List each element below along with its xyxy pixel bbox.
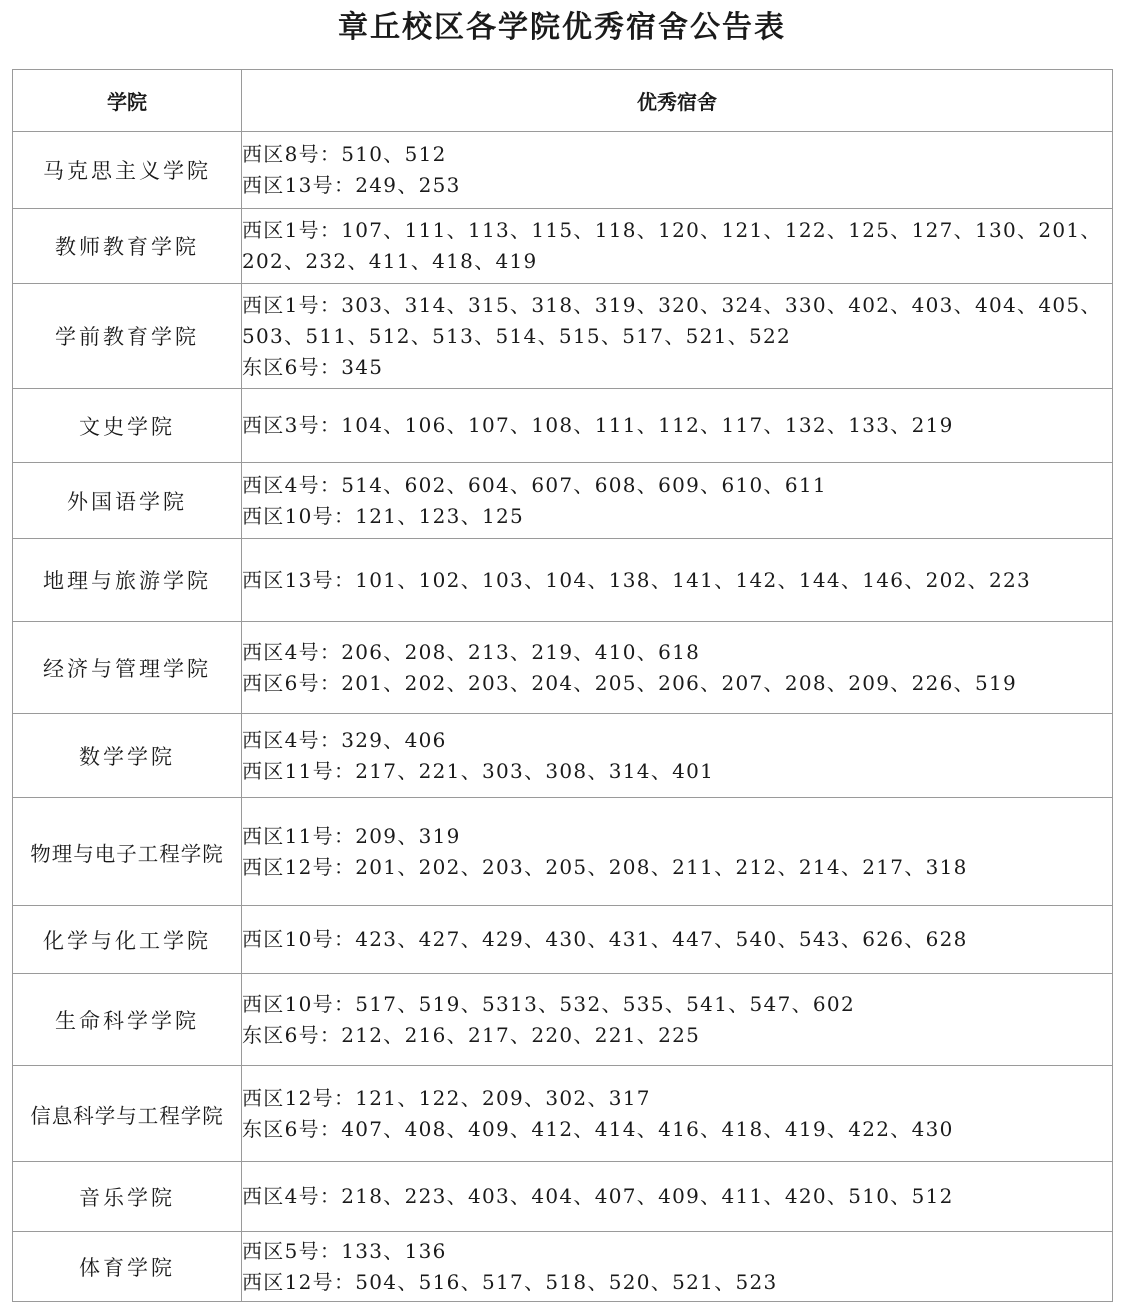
- table-row: [13, 1162, 1113, 1232]
- dorm-list: [242, 906, 1113, 974]
- dorm-list: [242, 1066, 1113, 1162]
- table-row: [13, 906, 1113, 974]
- dorm-line: 西区4号：206、208、213、219、410、618: [242, 639, 701, 664]
- dorm-line: 东区6号：212、216、217、220、221、225: [242, 1022, 701, 1047]
- table-row: [13, 284, 1113, 389]
- table-row: [13, 1066, 1113, 1162]
- dorm-line: 西区8号：510、512: [242, 142, 447, 166]
- dorm-list: [242, 974, 1113, 1066]
- college-name: 音乐学院: [13, 1162, 242, 1232]
- dorm-list: [242, 463, 1113, 539]
- dorm-line: 西区12号：201、202、203、205、208、211、212、214、217、318: [242, 854, 968, 879]
- table-row: [13, 389, 1113, 463]
- table-row: [13, 622, 1113, 714]
- dormitory-table: [12, 69, 1113, 1302]
- dorm-list: [242, 798, 1113, 906]
- dorm-list: [242, 714, 1113, 798]
- dorm-line: 西区10号：517、519、5313、532、535、541、547、602: [242, 991, 855, 1016]
- college-name: 生命科学学院: [13, 974, 242, 1066]
- college-name: 数学学院: [13, 714, 242, 798]
- header-dorms: 优秀宿舍: [242, 70, 1113, 132]
- table-header-row: [13, 70, 1113, 132]
- header-college: 学院: [13, 70, 242, 132]
- college-name: 文史学院: [13, 389, 242, 463]
- dorm-list: [242, 132, 1113, 209]
- dorm-line: 西区1号：107、111、113、115、118、120、121、122、125、127、130、201、202、232、411、418、419: [242, 218, 1102, 273]
- dorm-line: 西区1号：303、314、315、318、319、320、324、330、402、403、404、405、503、511、512、513、514、515、517、521、522: [242, 292, 1102, 348]
- dorm-line: 西区4号：514、602、604、607、608、609、610、611: [242, 472, 827, 497]
- dorm-line: 西区13号：101、102、103、104、138、141、142、144、146、202、223: [242, 567, 1032, 592]
- dorm-line: 西区10号：121、123、125: [242, 503, 525, 528]
- college-name: 地理与旅游学院: [13, 539, 242, 622]
- dorm-list: [242, 284, 1113, 389]
- college-name: 化学与化工学院: [13, 906, 242, 974]
- dorm-list: [242, 1232, 1113, 1302]
- table-row: [13, 974, 1113, 1066]
- dorm-line: 西区12号：504、516、517、518、520、521、523: [242, 1269, 778, 1294]
- dorm-list: [242, 539, 1113, 622]
- dorm-list: [242, 389, 1113, 463]
- college-name: 学前教育学院: [13, 284, 242, 389]
- dorm-line: 西区3号：104、106、107、108、111、112、117、132、133、219: [242, 413, 954, 437]
- dorm-line: 东区6号：407、408、409、412、414、416、418、419、422、430: [242, 1116, 954, 1141]
- dorm-line: 西区11号：217、221、303、308、314、401: [242, 758, 715, 783]
- dorm-line: 西区10号：423、427、429、430、431、447、540、543、626、628: [242, 927, 968, 951]
- college-name: 教师教育学院: [13, 209, 242, 284]
- college-name: 物理与电子工程学院: [13, 798, 242, 906]
- dorm-line: 西区6号：201、202、203、204、205、206、207、208、209、226、519: [242, 670, 1018, 695]
- college-name: 外国语学院: [13, 463, 242, 539]
- college-name: 体育学院: [13, 1232, 242, 1302]
- table-row: [13, 132, 1113, 209]
- dorm-line: 西区4号：218、223、403、404、407、409、411、420、510、512: [242, 1184, 954, 1208]
- dorm-line: 西区5号：133、136: [242, 1238, 447, 1263]
- dorm-list: [242, 1162, 1113, 1232]
- dorm-line: 西区12号：121、122、209、302、317: [242, 1085, 651, 1110]
- table-row: [13, 1232, 1113, 1302]
- table-row: [13, 798, 1113, 906]
- page-title: 章丘校区各学院优秀宿舍公告表: [338, 10, 786, 45]
- dorm-list: [242, 622, 1113, 714]
- table-row: [13, 539, 1113, 622]
- college-name: 马克思主义学院: [13, 132, 242, 209]
- table-row: [13, 209, 1113, 284]
- dorm-list: [242, 209, 1113, 284]
- table-row: [13, 463, 1113, 539]
- table-row: [13, 714, 1113, 798]
- college-name: 信息科学与工程学院: [13, 1066, 242, 1162]
- dorm-line: 西区4号：329、406: [242, 727, 447, 752]
- college-name: 经济与管理学院: [13, 622, 242, 714]
- dorm-line: 西区11号：209、319: [242, 823, 461, 848]
- dorm-line: 东区6号：345: [242, 354, 384, 379]
- dorm-line: 西区13号：249、253: [242, 173, 461, 197]
